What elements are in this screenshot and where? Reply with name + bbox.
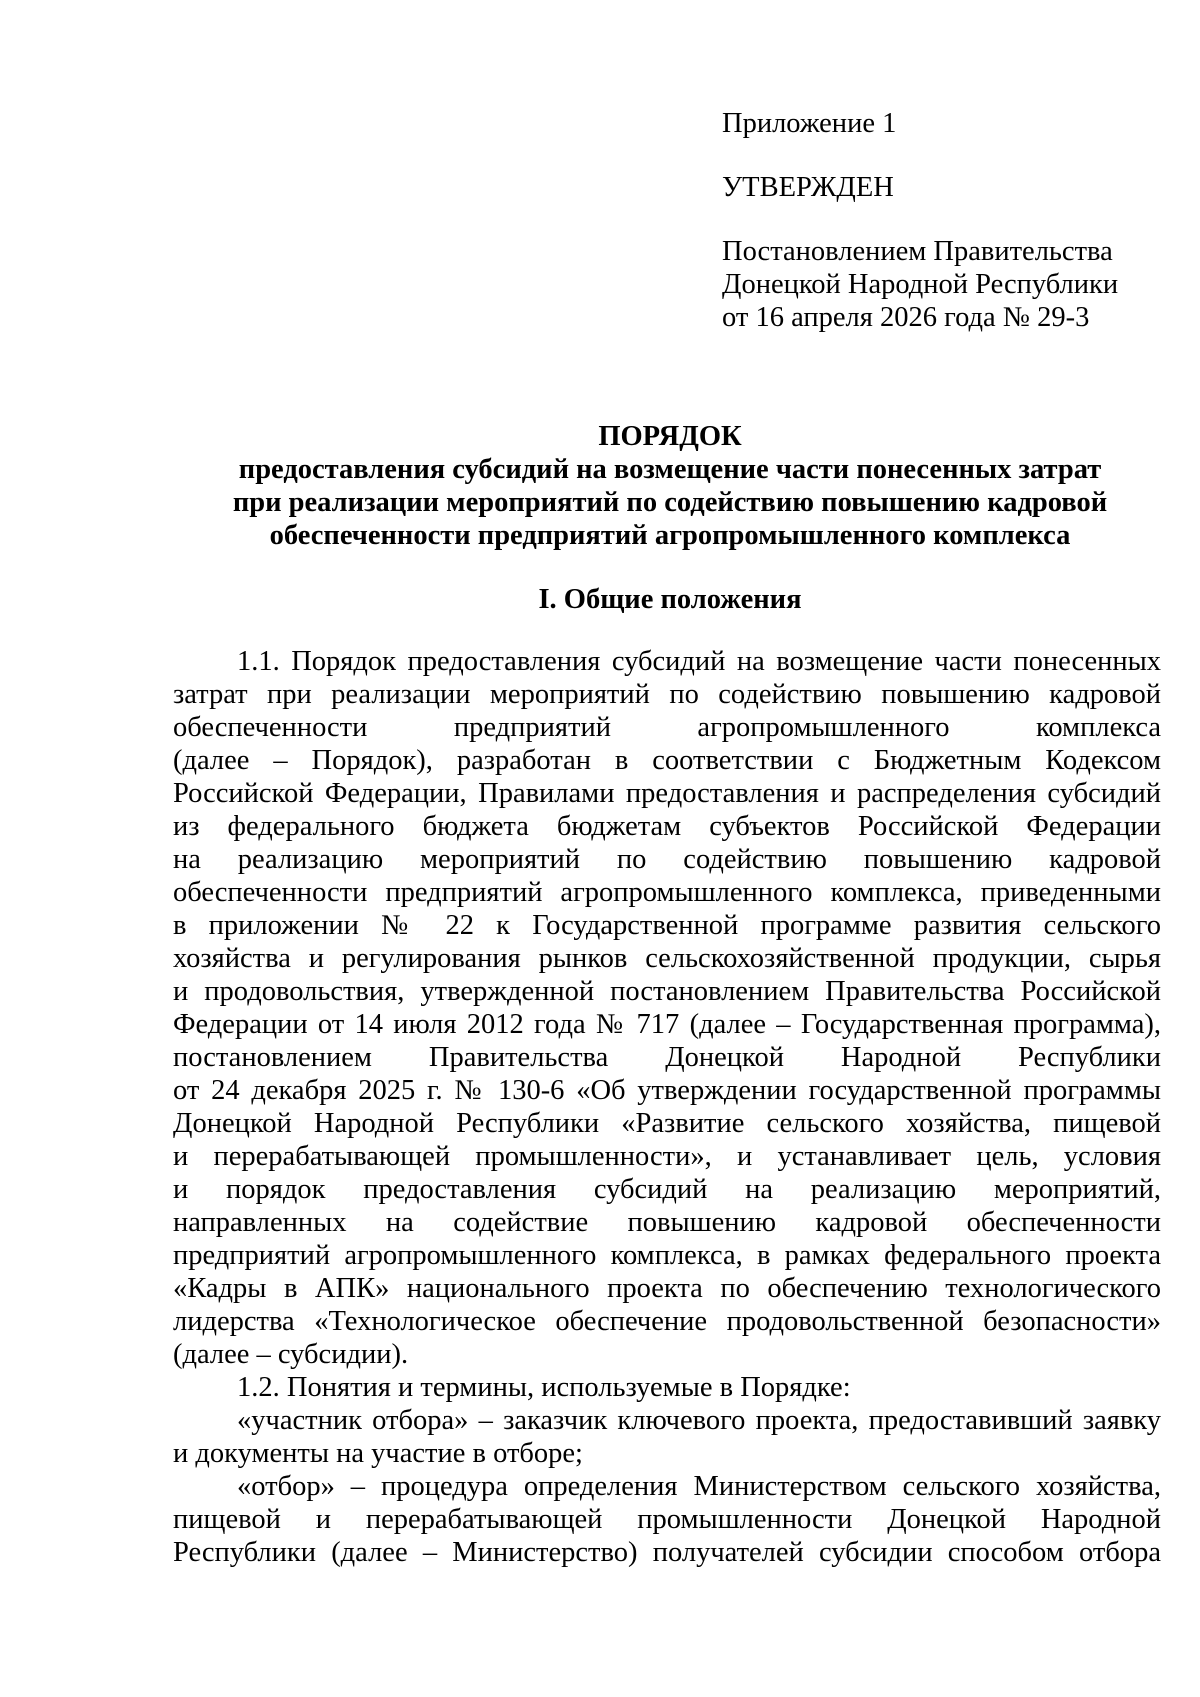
body-line: «участник отбора» – заказчик ключевого проекта, предоставивший заявку bbox=[237, 1405, 1161, 1436]
body-line: из федерального бюджета бюджетам субъектов Российской Федерации bbox=[173, 811, 1161, 842]
body-line: постановлением Правительства Донецкой Народной Республики bbox=[173, 1042, 1161, 1073]
title-subtitle-line: обеспеченности предприятий агропромышленного комплекса bbox=[269, 520, 1071, 551]
body-line: направленных на содействие повышению кадровой обеспеченности bbox=[173, 1207, 1161, 1238]
body-line: затрат при реализации мероприятий по содействию повышению кадровой bbox=[173, 679, 1161, 710]
document-body bbox=[173, 645, 1161, 1569]
section-heading: I. Общие положения bbox=[538, 584, 802, 615]
body-line: обеспеченности предприятий агропромышленного комплекса bbox=[173, 712, 1161, 743]
body-line: Федерации от 14 июля 2012 года № 717 (далее – Государственная программа), bbox=[173, 1009, 1161, 1040]
title-main: ПОРЯДОК bbox=[598, 421, 742, 452]
approval-stamp bbox=[722, 107, 1162, 334]
body-line: предприятий агропромышленного комплекса, в рамках федерального проекта bbox=[173, 1240, 1161, 1271]
body-line: хозяйства и регулирования рынков сельскохозяйственной продукции, сырья bbox=[173, 943, 1161, 974]
body-line: и перерабатывающей промышленности», и устанавливает цель, условия bbox=[173, 1141, 1161, 1172]
body-line: Российской Федерации, Правилами предоставления и распределения субсидий bbox=[173, 778, 1161, 809]
body-line: (далее – Порядок), разработан в соответствии с Бюджетным Кодексом bbox=[173, 745, 1161, 776]
body-line: (далее – субсидии). bbox=[173, 1339, 409, 1370]
body-line: в приложении № 22 к Государственной программе развития сельского bbox=[173, 910, 1161, 941]
body-line: «отбор» – процедура определения Министерством сельского хозяйства, bbox=[237, 1471, 1161, 1502]
body-line: 1.1. Порядок предоставления субсидий на возмещение части понесенных bbox=[237, 646, 1161, 677]
body-line: от 24 декабря 2025 г. № 130-6 «Об утверждении государственной программы bbox=[173, 1075, 1161, 1106]
body-line: 1.2. Понятия и термины, используемые в Порядке: bbox=[237, 1372, 851, 1403]
body-line: лидерства «Технологическое обеспечение продовольственной безопасности» bbox=[173, 1306, 1161, 1337]
body-line: «Кадры в АПК» национального проекта по обеспечению технологического bbox=[173, 1273, 1161, 1304]
body-line: обеспеченности предприятий агропромышленного комплекса, приведенными bbox=[173, 877, 1161, 908]
approved-label: УТВЕРЖДЕН bbox=[722, 172, 894, 203]
title-subtitle-line: предоставления субсидий на возмещение части понесенных затрат bbox=[238, 454, 1102, 485]
body-line: и документы на участие в отборе; bbox=[173, 1438, 583, 1469]
document-title bbox=[170, 420, 1170, 552]
annex-label: Приложение 1 bbox=[722, 108, 897, 139]
body-line: Республики (далее – Министерство) получателей субсидии способом отбора bbox=[173, 1537, 1161, 1568]
body-line: и продовольствия, утвержденной постановлением Правительства Российской bbox=[173, 976, 1161, 1007]
body-line: и порядок предоставления субсидий на реализацию мероприятий, bbox=[173, 1174, 1161, 1205]
approved-by-line: от 16 апреля 2026 года № 29-3 bbox=[722, 302, 1090, 333]
approved-by-line: Постановлением Правительства bbox=[722, 236, 1113, 267]
body-line: пищевой и перерабатывающей промышленности Донецкой Народной bbox=[173, 1504, 1161, 1535]
approved-by-line: Донецкой Народной Республики bbox=[722, 269, 1119, 300]
title-subtitle-line: при реализации мероприятий по содействию повышению кадровой bbox=[232, 487, 1108, 518]
body-line: на реализацию мероприятий по содействию повышению кадровой bbox=[173, 844, 1161, 875]
body-line: Донецкой Народной Республики «Развитие сельского хозяйства, пищевой bbox=[173, 1108, 1161, 1139]
